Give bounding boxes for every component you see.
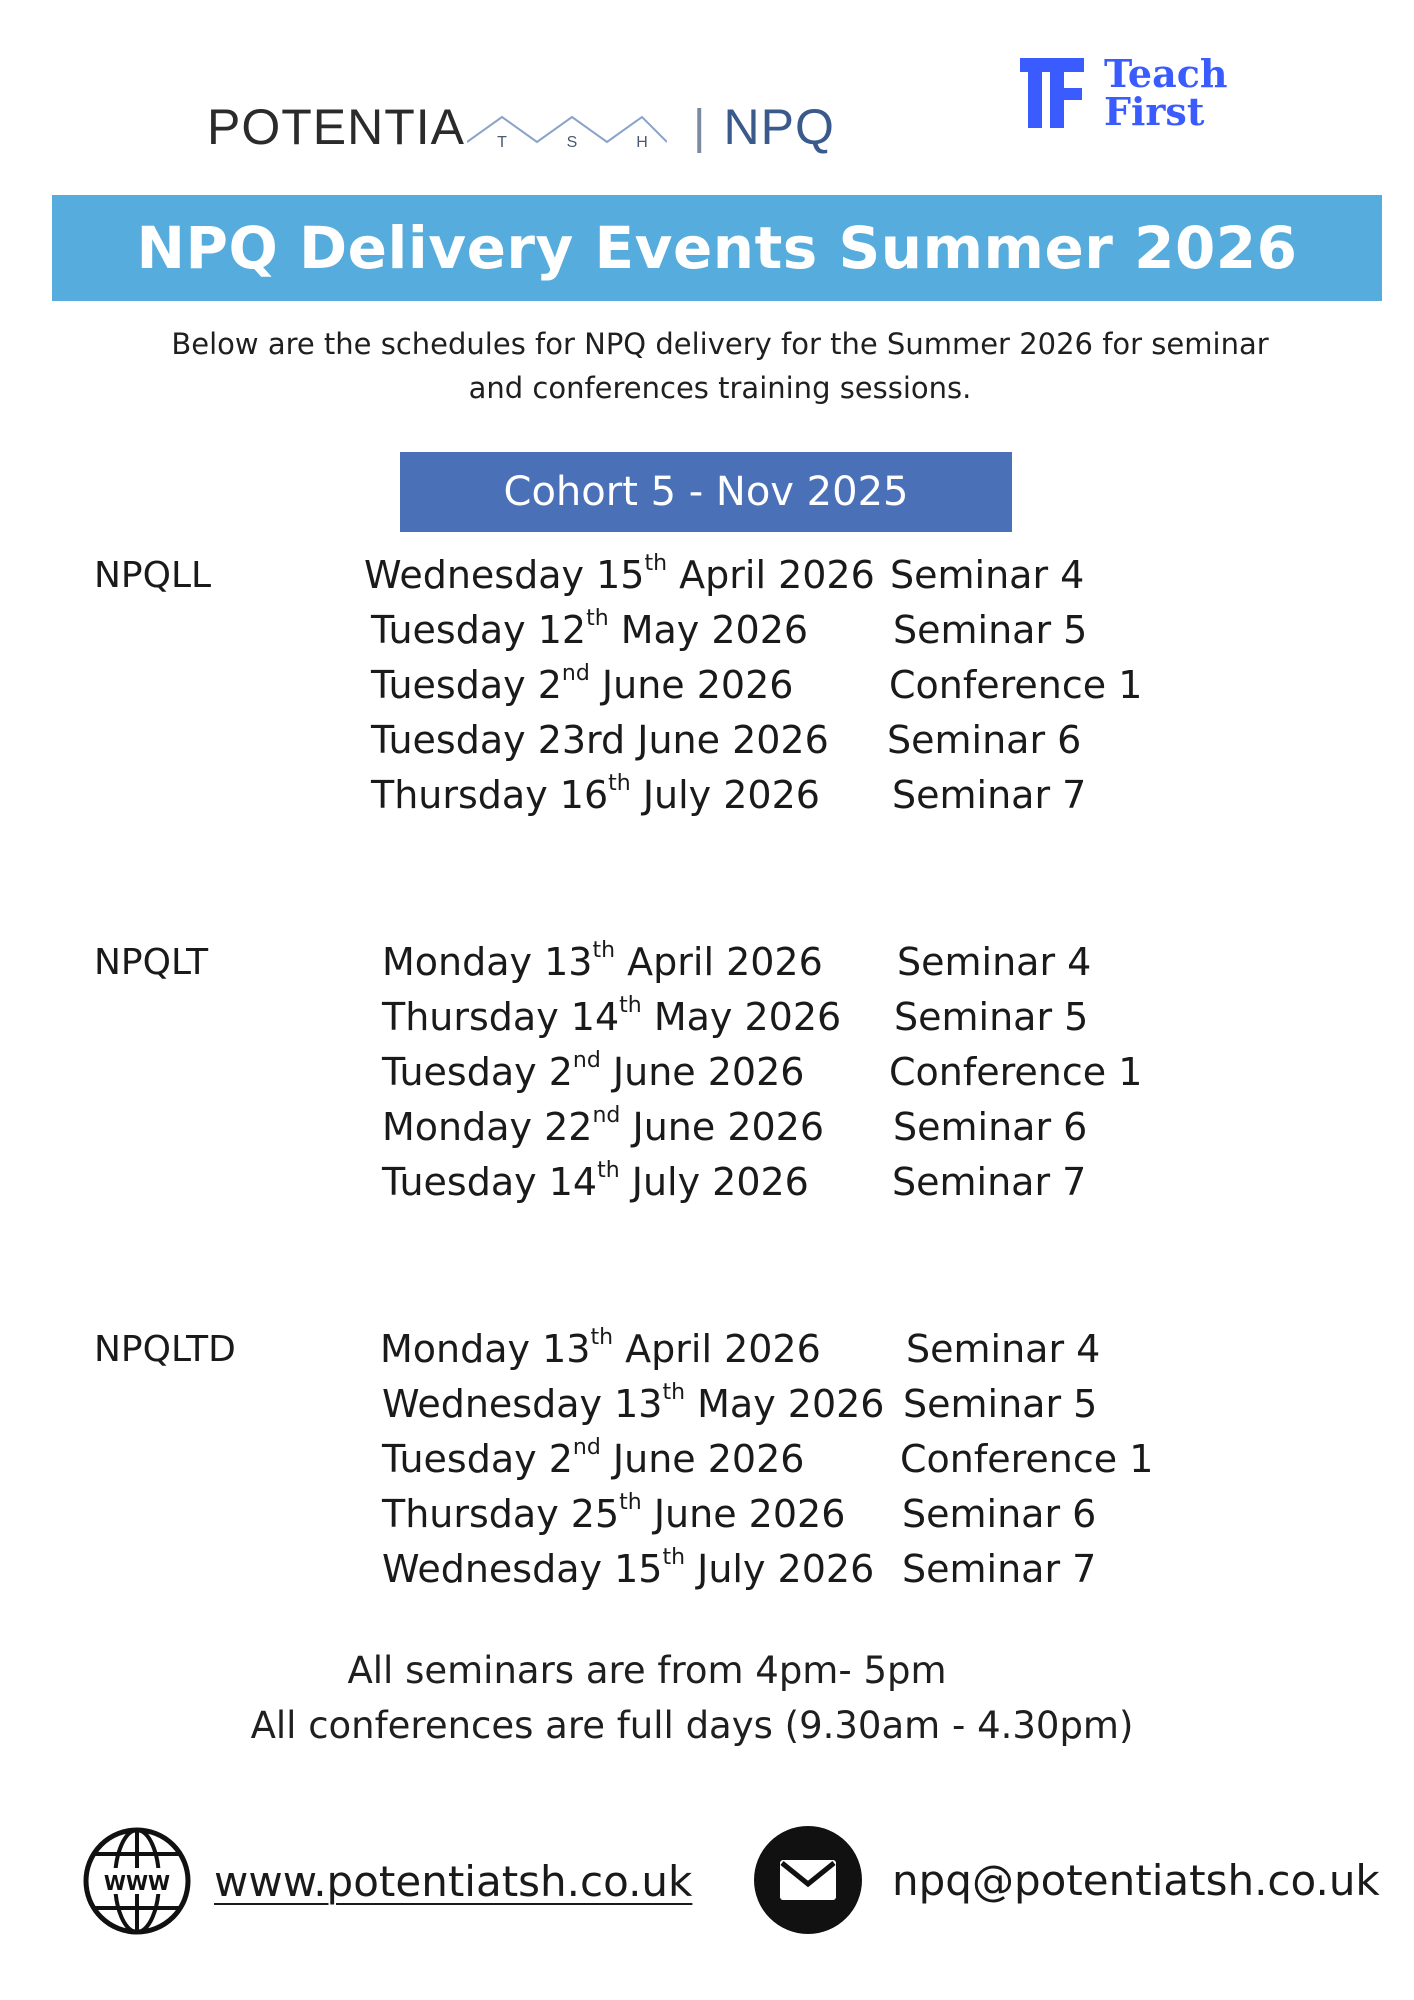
date-ordinal-suffix: nd <box>561 661 590 686</box>
title-banner <box>52 195 1382 301</box>
session-date <box>382 990 841 1045</box>
date-month-year: April 2026 <box>627 940 823 984</box>
date-month-year: July 2026 <box>631 1160 809 1204</box>
session-event-type: Seminar 6 <box>893 1105 1088 1149</box>
session-event-type: Conference 1 <box>900 1437 1154 1481</box>
date-ordinal-suffix: nd <box>572 1435 601 1460</box>
date-day-number: 14 <box>570 995 620 1039</box>
programme-block-npqll <box>0 548 1414 823</box>
session-date <box>382 1100 824 1155</box>
session-event-type: Conference 1 <box>889 663 1143 707</box>
programme-name: NPQLTD <box>94 1329 236 1370</box>
intro-line-2: and conferences training sessions. <box>468 371 972 405</box>
date-month-year: June 2026 <box>612 1437 805 1481</box>
session-date <box>364 548 875 603</box>
session-event-type: Seminar 6 <box>887 718 1082 762</box>
date-month-year: May 2026 <box>620 608 809 652</box>
date-ordinal-suffix: th <box>662 1545 686 1570</box>
teach-first-line1: Teach <box>1104 51 1228 96</box>
potentia-npq-logo <box>207 92 835 162</box>
intro-text <box>60 322 1380 410</box>
conference-time-note: All conferences are full days (9.30am - 4.30pm) <box>250 1704 1134 1747</box>
date-weekday: Tuesday <box>382 1437 537 1481</box>
date-month-year: May 2026 <box>697 1382 885 1426</box>
mountain-logo-icon <box>467 97 667 157</box>
date-day-number: 13 <box>544 940 593 984</box>
session-event-type: Seminar 4 <box>906 1327 1101 1371</box>
logo-letter-t: T <box>497 134 507 151</box>
date-month-year: April 2026 <box>679 553 875 597</box>
session-event-type: Seminar 4 <box>897 940 1092 984</box>
date-weekday: Monday <box>382 1105 533 1149</box>
cohort-label: Cohort 5 - Nov 2025 <box>400 452 1012 532</box>
session-date <box>371 713 829 768</box>
website-contact <box>82 1826 692 1936</box>
programme-name: NPQLT <box>94 942 209 983</box>
date-day-number: 22 <box>544 1105 593 1149</box>
date-weekday: Wednesday <box>382 1547 603 1591</box>
date-ordinal-suffix: th <box>662 1380 686 1405</box>
email-contact <box>754 1826 1380 1934</box>
date-weekday: Wednesday <box>382 1382 603 1426</box>
programme-block-npqltd <box>0 1322 1414 1597</box>
date-day-number: 16 <box>559 773 609 817</box>
logo-letter-s: S <box>566 134 578 151</box>
date-ordinal-suffix: th <box>608 771 631 796</box>
date-ordinal-suffix: th <box>644 551 668 576</box>
session-event-type: Seminar 5 <box>894 995 1089 1039</box>
date-ordinal-suffix: nd <box>592 1103 621 1128</box>
date-day-number: 13 <box>542 1327 591 1371</box>
date-day-number: 13 <box>614 1382 663 1426</box>
date-month-year: May 2026 <box>653 995 842 1039</box>
potentia-wordmark: POTENTIA <box>207 99 466 155</box>
session-event-type: Seminar 6 <box>902 1492 1097 1536</box>
session-event-type: Seminar 5 <box>903 1382 1098 1426</box>
session-date <box>382 1377 885 1432</box>
date-ordinal-suffix: nd <box>572 1048 601 1073</box>
date-ordinal-suffix: th <box>619 1490 642 1515</box>
www-label: WWW <box>103 1871 171 1895</box>
date-day-number: 25 <box>570 1492 620 1536</box>
session-date <box>382 1155 809 1210</box>
session-event-type: Seminar 5 <box>893 608 1088 652</box>
date-day-number: 2 <box>548 1050 573 1094</box>
session-event-type: Seminar 7 <box>892 773 1087 817</box>
date-month-year: July 2026 <box>642 773 820 817</box>
date-day-number: 23rd <box>537 718 626 762</box>
session-date <box>382 1542 874 1597</box>
email-address[interactable]: npq@potentiatsh.co.uk <box>892 1855 1380 1905</box>
website-link[interactable]: www.potentiatsh.co.uk <box>214 1856 693 1906</box>
date-day-number: 14 <box>548 1160 598 1204</box>
teach-first-line2: First <box>1104 89 1205 134</box>
date-ordinal-suffix: th <box>586 606 609 631</box>
date-ordinal-suffix: th <box>597 1158 620 1183</box>
date-day-number: 15 <box>614 1547 663 1591</box>
date-month-year: June 2026 <box>637 718 829 762</box>
date-day-number: 15 <box>596 553 645 597</box>
date-weekday: Wednesday <box>364 553 585 597</box>
session-event-type: Conference 1 <box>889 1050 1143 1094</box>
date-month-year: July 2026 <box>697 1547 875 1591</box>
session-event-type: Seminar 4 <box>890 553 1085 597</box>
npq-wordmark: NPQ <box>723 99 835 155</box>
date-ordinal-suffix: th <box>619 993 642 1018</box>
date-month-year: June 2026 <box>653 1492 846 1536</box>
session-date <box>382 1045 804 1100</box>
logo-letter-h: H <box>636 134 648 151</box>
date-day-number: 2 <box>548 1437 573 1481</box>
session-date <box>371 603 808 658</box>
date-weekday: Monday <box>382 940 533 984</box>
page-title: NPQ Delivery Events Summer 2026 <box>136 214 1298 282</box>
teach-first-logo <box>1020 51 1228 134</box>
date-ordinal-suffix: th <box>590 1325 614 1350</box>
logo-separator: | <box>693 100 706 154</box>
date-month-year: April 2026 <box>625 1327 821 1371</box>
date-month-year: June 2026 <box>612 1050 805 1094</box>
date-ordinal-suffix: th <box>592 938 616 963</box>
globe-www-icon <box>82 1826 192 1936</box>
date-month-year: June 2026 <box>601 663 794 707</box>
date-weekday: Tuesday <box>371 718 526 762</box>
programme-block-npqlt <box>0 935 1414 1210</box>
seminar-time-note: All seminars are from 4pm- 5pm <box>347 1649 947 1692</box>
session-date <box>371 768 820 823</box>
session-event-type: Seminar 7 <box>902 1547 1097 1591</box>
date-weekday: Thursday <box>382 995 559 1039</box>
date-month-year: June 2026 <box>632 1105 825 1149</box>
envelope-icon <box>754 1826 862 1934</box>
date-weekday: Thursday <box>371 773 548 817</box>
intro-line-1: Below are the schedules for NPQ delivery for the Summer 2026 for seminar <box>171 327 1269 361</box>
date-weekday: Monday <box>380 1327 531 1371</box>
teach-first-t-icon <box>1020 58 1084 128</box>
session-date <box>371 658 793 713</box>
date-weekday: Tuesday <box>382 1160 537 1204</box>
programme-name: NPQLL <box>94 555 212 596</box>
session-date <box>382 1487 845 1542</box>
date-weekday: Tuesday <box>371 608 526 652</box>
date-weekday: Thursday <box>382 1492 559 1536</box>
time-notes <box>0 1643 1414 1753</box>
session-event-type: Seminar 7 <box>892 1160 1087 1204</box>
session-date <box>382 1432 804 1487</box>
date-weekday: Tuesday <box>382 1050 537 1094</box>
date-day-number: 12 <box>537 608 587 652</box>
session-date <box>382 935 823 990</box>
date-day-number: 2 <box>537 663 562 707</box>
session-date <box>380 1322 821 1377</box>
date-weekday: Tuesday <box>371 663 526 707</box>
